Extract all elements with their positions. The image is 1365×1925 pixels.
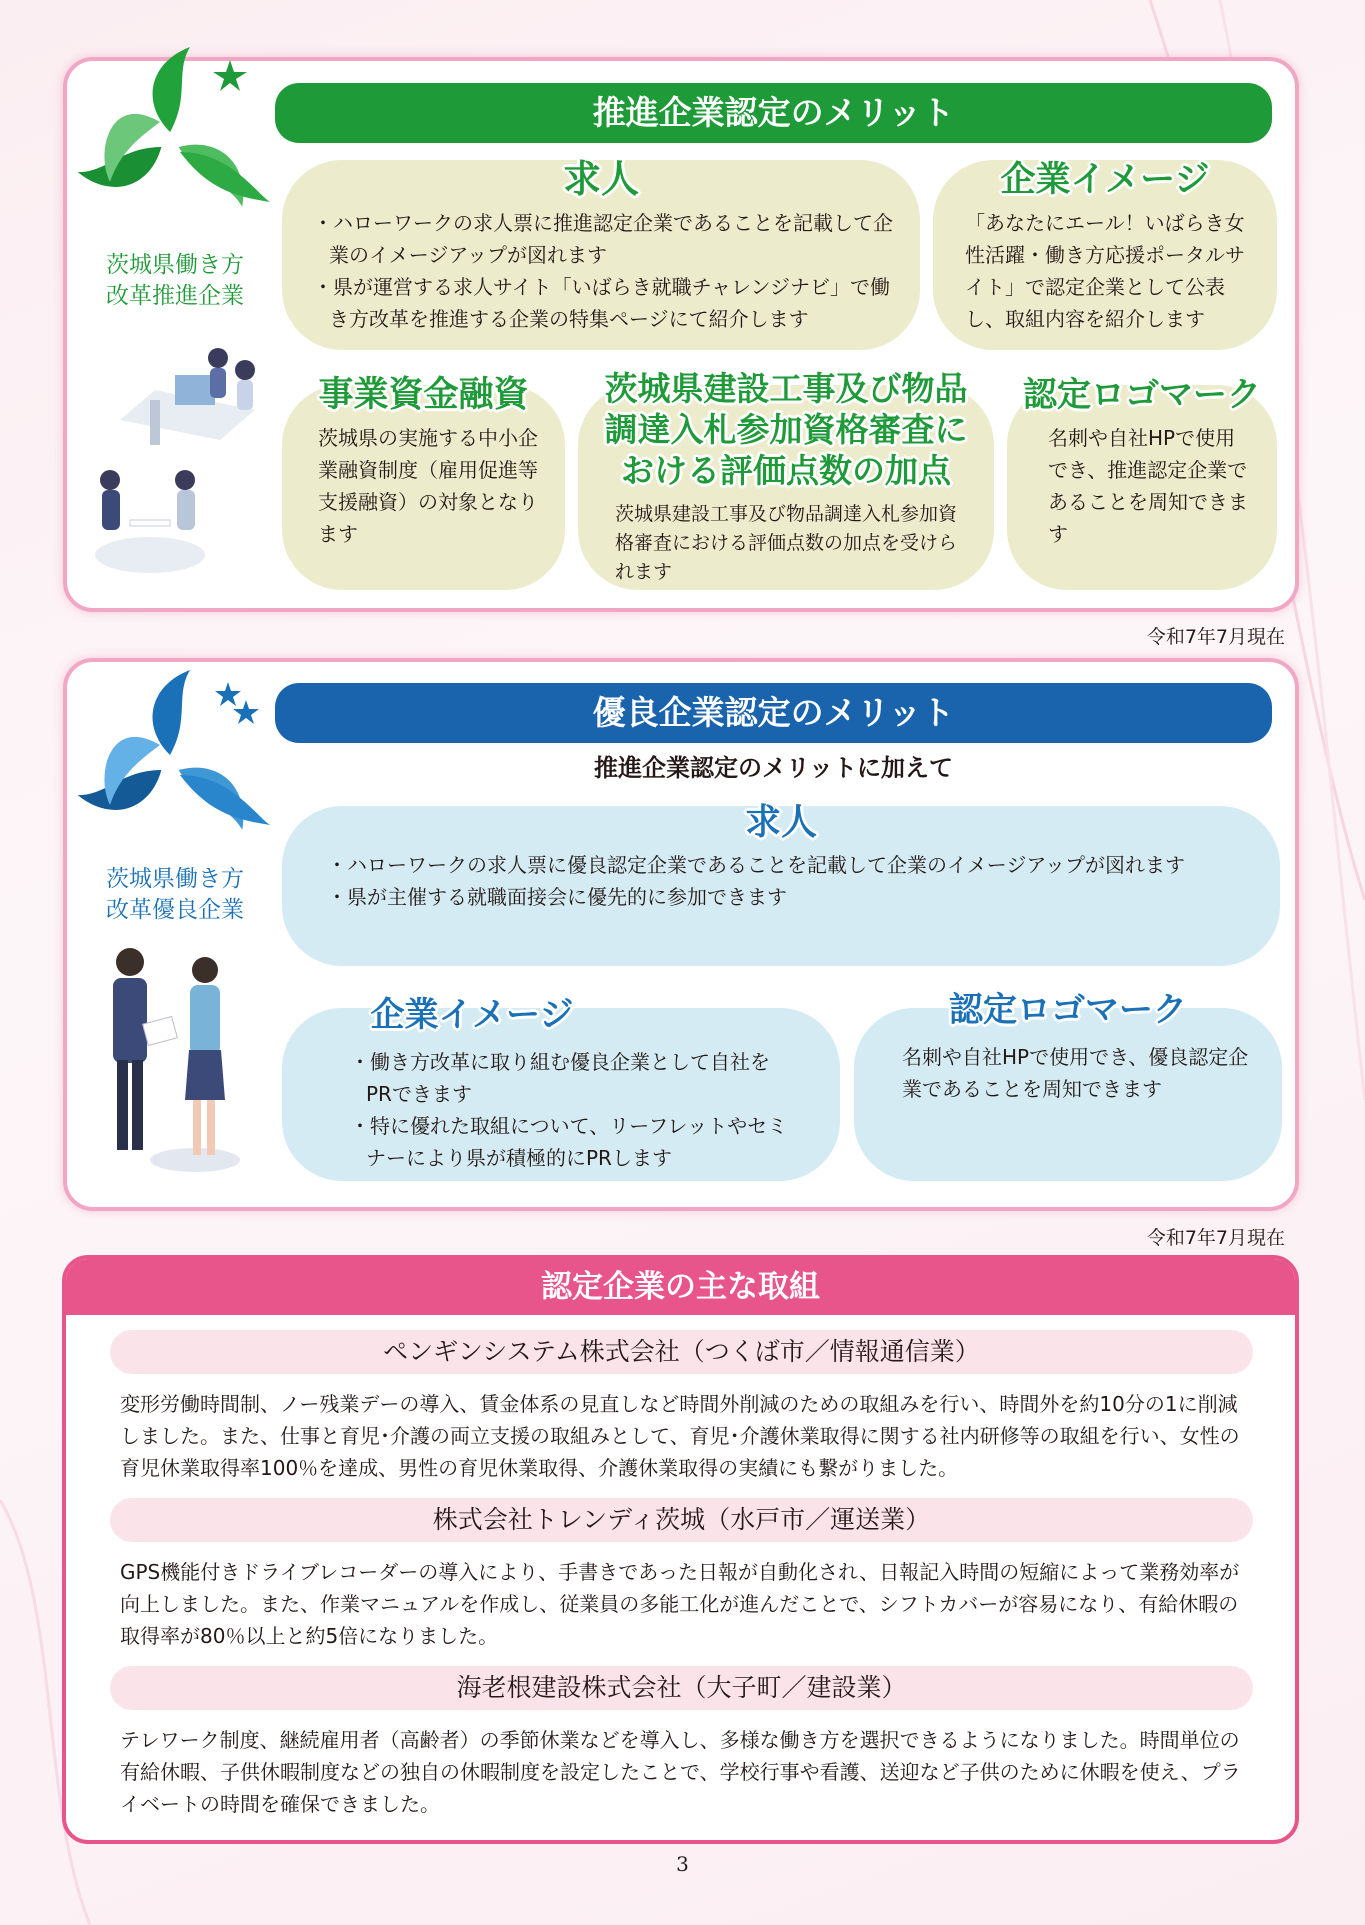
suishin-logo-caption — [70, 250, 280, 312]
suishin-logo-icon — [70, 42, 280, 242]
yuryo-logo-icon — [70, 660, 280, 860]
yuryo-logo-text: 名刺や自社HPで使用でき、優良認定企業であることを周知できます — [902, 1045, 1249, 1101]
suishin-shikin-title: 事業資金融資 — [318, 375, 529, 415]
caption-line-2: 改革優良企業 — [106, 897, 244, 923]
list-item: ・県が運営する求人サイト「いばらき就職チャレンジナビ」で働き方改革を推進する企業の特集ページにて紹介します — [313, 275, 890, 331]
suishin-image-title: 企業イメージ — [1000, 160, 1210, 200]
suishin-title-bar — [275, 83, 1272, 143]
torikumi-header — [66, 1259, 1295, 1315]
page-number: 3 — [676, 1852, 689, 1876]
list-item: ・働き方改革に取り組む優良企業として自社をPRできます — [350, 1050, 770, 1106]
yuryo-title: 優良企業認定のメリット — [592, 693, 955, 732]
company-name-2: 株式会社トレンディ茨城（水戸市／運送業） — [110, 1498, 1253, 1542]
title-line: 茨城県建設工事及び物品 — [604, 369, 968, 408]
yuryo-kyujin-title: 求人 — [744, 802, 817, 843]
yuryo-logo-title: 認定ロゴマーク — [949, 990, 1187, 1030]
yuryo-kyujin-list — [327, 849, 1257, 913]
title-line: 調達入札参加資格審査に — [604, 410, 968, 449]
yuryo-title-bar — [275, 683, 1272, 743]
handshake-illustration — [85, 940, 255, 1180]
yuryo-image-list — [350, 1046, 790, 1174]
caption-line-1: 茨城県働き方 — [106, 866, 244, 892]
suishin-logo-title: 認定ロゴマーク — [1023, 375, 1261, 415]
caption-line-1: 茨城県働き方 — [106, 252, 244, 278]
company-text-1: 変形労働時間制、ノー残業デーの導入、賃金体系の見直しなど時間外削減のための取組みを行い、時間外を約10分の1に削減しました。また、仕事と育児･介護の両立支援の取組みとして、育児･介護休業取得に関する社内研修等の取組を行い、女性の育児休業取得率100％を達成、男性の育児休業取得、介護休業取得の実績にも繋がりました。 — [120, 1392, 1240, 1480]
caption-line-2: 改革推進企業 — [106, 283, 244, 309]
yuryo-date: 令和7年7月現在 — [1146, 1227, 1285, 1249]
torikumi-title: 認定企業の主な取組 — [541, 1269, 820, 1305]
suishin-logo-text: 名刺や自社HPで使用でき、推進認定企業であることを周知できます — [1048, 426, 1248, 546]
suishin-shikin-text: 茨城県の実施する中小企業融資制度（雇用促進等支援融資）の対象となります — [318, 426, 538, 546]
suishin-date: 令和7年7月現在 — [1146, 626, 1285, 648]
suishin-kensetsu-title — [578, 368, 994, 491]
suishin-kyujin-title: 求人 — [562, 157, 639, 201]
list-item: ・県が主催する就職面接会に優先的に参加できます — [327, 885, 787, 909]
suishin-kyujin-list — [313, 207, 893, 335]
list-item: ・ハローワークの求人票に優良認定企業であることを記載して企業のイメージアップが図れます — [327, 853, 1185, 877]
company-name-3: 海老根建設株式会社（大子町／建設業） — [110, 1666, 1253, 1710]
company-text-2: GPS機能付きドライブレコーダーの導入により、手書きであった日報が自動化され、日報記入時間の短縮によって業務効率が向上しました。また、作業マニュアルを作成し、従業員の多能工化が進んだことで、シフトカバーが容易になり、有給休暇の取得率が80％以上と約5倍になりました。 — [120, 1560, 1240, 1648]
yuryo-subtitle: 推進企業認定のメリットに加えて — [593, 754, 954, 782]
company-text-3: テレワーク制度、継続雇用者（高齢者）の季節休業などを導入し、多様な働き方を選択できるようになりました。時間単位の有給休暇、子供休暇制度などの独自の休暇制度を設定したことで、学校行事や看護、送迎など子供のために休暇を使え、プライベートの時間を確保できました。 — [120, 1728, 1241, 1816]
suishin-image-text: 「あなたにエール！いばらき女性活躍・働き方応援ポータルサイト」で認定企業として公表し、取組内容を紹介します — [965, 211, 1245, 331]
suishin-kensetsu-text: 茨城県建設工事及び物品調達入札参加資格審査における評価点数の加点を受けられます — [615, 503, 958, 583]
list-item: ・特に優れた取組について、リーフレットやセミナーにより県が積極的にPRします — [350, 1114, 788, 1170]
yuryo-image-title: 企業イメージ — [370, 995, 574, 1035]
title-line: おける評価点数の加点 — [621, 451, 951, 490]
office-illustration — [80, 330, 270, 590]
company-name-1: ペンギンシステム株式会社（つくば市／情報通信業） — [110, 1330, 1253, 1374]
list-item: ・ハローワークの求人票に推進認定企業であることを記載して企業のイメージアップが図れます — [313, 211, 893, 267]
yuryo-logo-caption — [70, 864, 280, 926]
suishin-title: 推進企業認定のメリット — [592, 93, 955, 132]
